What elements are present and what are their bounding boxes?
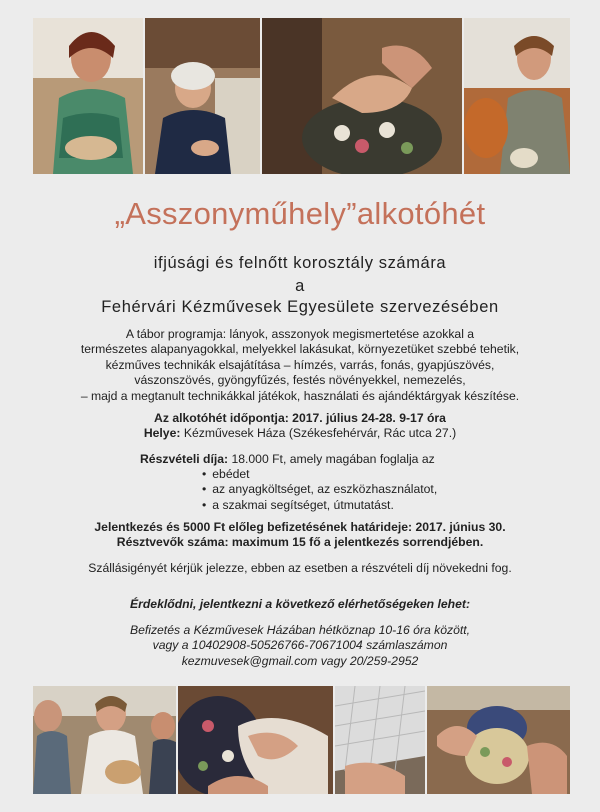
fee-includes-list xyxy=(202,467,437,513)
photo-women-workshop xyxy=(33,686,176,794)
photo-elderly-woman-sewing xyxy=(145,18,260,174)
contact-details xyxy=(0,623,600,669)
participant-capacity: Résztvevők száma: maximum 15 fő a jelentkezés sorrendjében. xyxy=(116,535,484,549)
registration-deadline: Jelentkezés és 5000 Ft előleg befizetésének határideje: 2017. június 30. xyxy=(94,520,506,534)
photo-quilted-fabric xyxy=(335,686,425,794)
place-label: Helye: xyxy=(143,426,181,440)
list-item: • az anyagköltséget, az eszközhasználatot, xyxy=(202,482,437,497)
program-description xyxy=(0,327,600,404)
contact-line: kezmuvesek@gmail.com vagy 20/259-2952 xyxy=(181,653,419,668)
bottom-photo-strip xyxy=(33,686,570,794)
program-line: kézműves technikák elsajátítása – hímzés, varrás, fonás, gyapjúszövés, xyxy=(105,357,495,372)
photo-hands-sewing-floral-fabric xyxy=(262,18,462,174)
subtitle-connector: a xyxy=(295,277,305,295)
photo-sewing-cap xyxy=(427,686,570,794)
contact-line: vagy a 10402908-50526766-70671004 számlaszámon xyxy=(152,638,448,653)
event-date: Az alkotóhét időpontja: 2017. július 24-28. 9-17 óra xyxy=(154,411,446,425)
program-line: természetes alapanyagokkal, melyekkel lakásukat, környezetüket szebbé tehetik, xyxy=(80,342,520,357)
audience-subtitle: ifjúsági és felnőtt korosztály számára xyxy=(153,254,447,272)
fee-label: Részvételi díja: xyxy=(140,452,229,466)
photo-woman-with-yarn xyxy=(464,18,570,174)
photo-woman-knitting xyxy=(33,18,143,174)
lodging-note: Szállásigényét kérjük jelezze, ebben az esetben a részvételi díj növekedni fog. xyxy=(88,561,512,575)
place-value: Kézművesek Háza (Székesfehérvár, Rác utca 27.) xyxy=(183,426,457,440)
photo-hands-floral-fabric xyxy=(178,686,333,794)
list-item: • ebédet xyxy=(202,467,437,482)
program-line: – majd a megtanult technikákkal játékok, használati és ajándéktárgyak készítése. xyxy=(80,388,520,403)
program-line: vászonszövés, gyöngyfűzés, festés növényekkel, nemezelés, xyxy=(134,373,466,388)
organizer-subtitle: Fehérvári Kézművesek Egyesülete szervezésében xyxy=(101,298,499,316)
event-place xyxy=(0,426,600,441)
program-line: A tábor programja: lányok, asszonyok megismertetése azokkal a xyxy=(125,327,475,341)
fee-value: 18.000 Ft, amely magában foglalja az xyxy=(231,452,435,466)
event-title: „Asszonyműhely”alkotóhét xyxy=(114,196,486,231)
top-photo-strip xyxy=(33,18,570,174)
contact-line: Befizetés a Kézművesek Házában hétköznap 10-16 óra között, xyxy=(129,623,471,637)
fee-line xyxy=(140,452,600,467)
list-item: • a szakmai segítséget, útmutatást. xyxy=(202,498,437,513)
contact-heading: Érdeklődni, jelentkezni a következő elérhetőségeken lehet: xyxy=(129,597,470,611)
